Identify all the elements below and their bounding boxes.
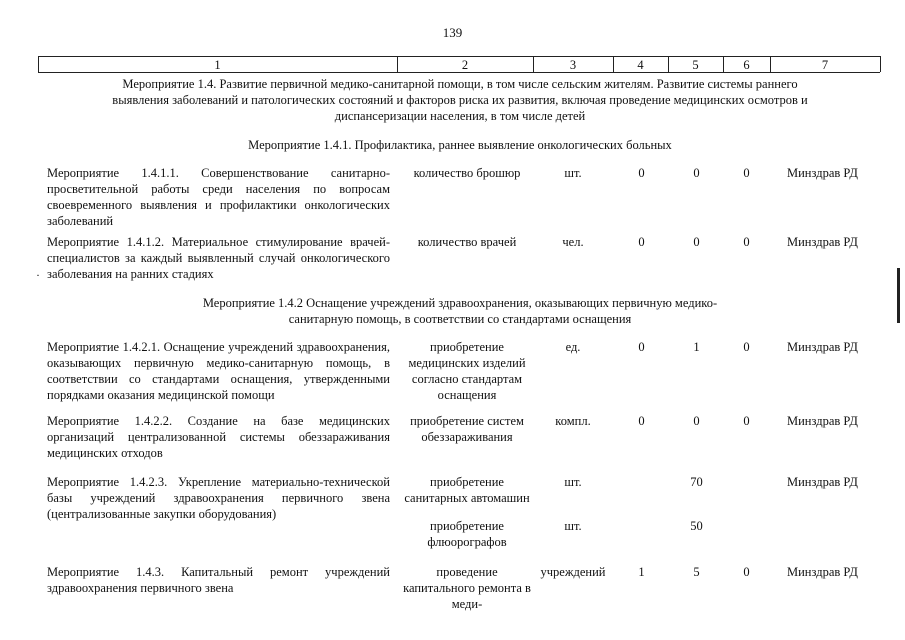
section-heading: Мероприятие 1.4.2 Оснащение учреждений здравоохранения, оказывающих первичную медико-санитарную помощь, в соответствии со стандартами оснащения xyxy=(202,296,718,326)
row-name: Мероприятие 1.4.1.2. Материальное стимулирование врачей-специалистов за каждый выявленный случай онкологического заболевания на ранних стадиях xyxy=(47,235,390,281)
row-executor: Минздрав РД xyxy=(787,166,858,180)
row-value: 0 xyxy=(743,414,750,428)
row-unit: учреждений xyxy=(540,565,606,579)
row-name: Мероприятие 1.4.2.2. Создание на базе медицинских организаций централизованной системы обеззараживания медицинских отходов xyxy=(47,414,390,460)
row-unit: шт. xyxy=(564,519,582,533)
scan-edge-mark xyxy=(897,268,900,323)
column-number: 2 xyxy=(461,58,469,72)
row-value: 0 xyxy=(743,166,750,180)
row-unit: шт. xyxy=(564,166,582,180)
column-number: 4 xyxy=(637,58,644,72)
row-executor: Минздрав РД xyxy=(787,235,858,249)
column-number: 1 xyxy=(214,58,221,72)
row-value: 0 xyxy=(638,166,645,180)
row-value: 1 xyxy=(638,565,645,579)
row-indicator: количество врачей xyxy=(417,235,517,249)
row-name: Мероприятие 1.4.2.1. Оснащение учреждений здравоохранения, оказывающих первичную медико-санитарную помощь, в соответствии со стандартами оснащения, утвержденными порядками оказания медицинской помощи xyxy=(47,340,390,402)
column-number: 3 xyxy=(569,58,577,72)
page-number: 139 xyxy=(442,25,463,40)
row-indicator: приобретение флюорографов xyxy=(427,519,507,549)
row-executor: Минздрав РД xyxy=(787,565,858,579)
row-value: 0 xyxy=(638,414,645,428)
row-executor: Минздрав РД xyxy=(787,475,858,489)
row-value: 0 xyxy=(638,340,645,354)
column-number: 5 xyxy=(692,58,699,72)
row-executor: Минздрав РД xyxy=(787,340,858,354)
row-value: 50 xyxy=(690,519,703,533)
row-indicator: количество брошюр xyxy=(413,166,521,180)
row-indicator: приобретение медицинских изделий согласно стандартам оснащения xyxy=(408,340,526,402)
row-unit: шт. xyxy=(564,475,582,489)
table-header-top-border xyxy=(38,56,880,57)
row-indicator: проведение капитального ремонта в меди- xyxy=(403,565,531,611)
row-name: Мероприятие 1.4.1.1. Совершенствование санитарно-просветительной работы среди населения по вопросам своевременного выявления и профилактики онкологических заболеваний xyxy=(47,166,390,228)
row-value: 0 xyxy=(743,235,750,249)
column-number: 6 xyxy=(743,58,750,72)
row-unit: чел. xyxy=(562,235,584,249)
row-value: 0 xyxy=(743,565,750,579)
row-value: 0 xyxy=(693,235,700,249)
row-unit: компл. xyxy=(555,414,591,428)
row-name: Мероприятие 1.4.3. Капитальный ремонт учреждений здравоохранения первичного звена xyxy=(47,565,390,595)
row-executor: Минздрав РД xyxy=(787,414,858,428)
row-indicator: приобретение систем обеззараживания xyxy=(410,414,524,444)
row-value: 1 xyxy=(693,340,700,354)
row-value: 0 xyxy=(693,166,700,180)
row-value: 0 xyxy=(693,414,700,428)
row-name: Мероприятие 1.4.2.3. Укрепление материально-технической базы учреждений здравоохранения первичного звена (централизованные закупки оборудования) xyxy=(47,475,390,521)
row-value: 5 xyxy=(693,565,700,579)
column-divider xyxy=(880,56,881,72)
row-unit: ед. xyxy=(565,340,581,354)
section-heading: Мероприятие 1.4. Развитие первичной медико-санитарной помощи, в том числе сельским жителям. Развитие системы раннего выявления заболеваний и патологических состояний и факторов риска их развития, включая проведение медицинских осмотров и диспансеризации населения, в том числе детей xyxy=(112,77,808,123)
row-value: 0 xyxy=(638,235,645,249)
row-indicator: приобретение санитарных автомашин xyxy=(404,475,530,505)
section-heading: Мероприятие 1.4.1. Профилактика, раннее выявление онкологических больных xyxy=(248,138,672,152)
scan-dot: · xyxy=(36,268,40,282)
column-number: 7 xyxy=(821,58,829,72)
row-value: 0 xyxy=(743,340,750,354)
row-value: 70 xyxy=(690,475,703,489)
